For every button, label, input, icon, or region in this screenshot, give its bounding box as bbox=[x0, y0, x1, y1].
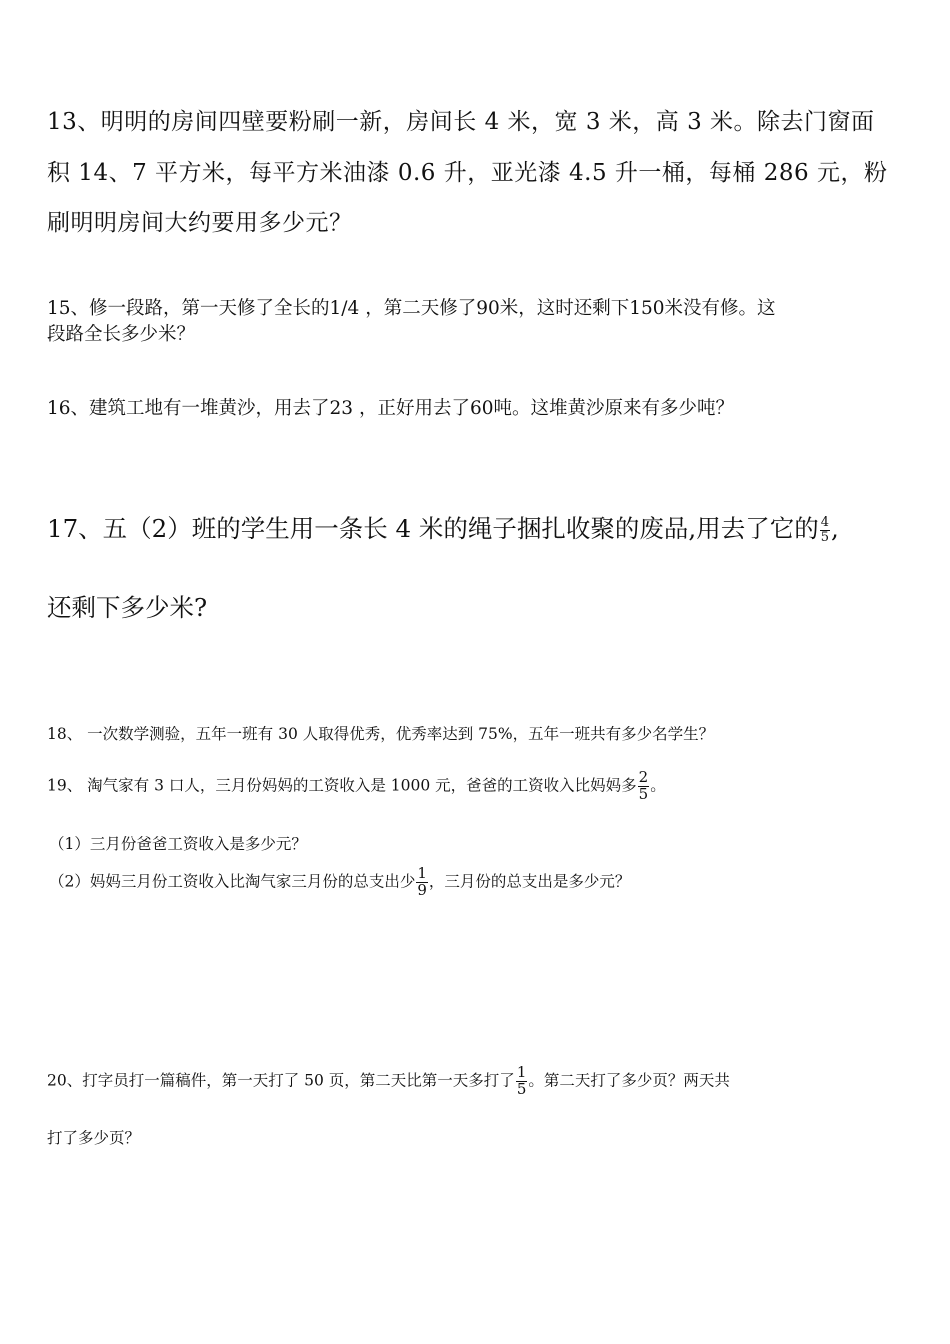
question-13-line-1: 13、明明的房间四壁要粉刷一新，房间长 4 米，宽 3 米，高 3 米。除去门窗面 bbox=[47, 109, 875, 135]
fraction-denominator: 5 bbox=[638, 784, 649, 803]
question-13-line-2: 积 14、7 平方米，每平方米油漆 0.6 升，亚光漆 4.5 升一桶，每桶 286 元，粉 bbox=[47, 160, 888, 186]
fraction-numerator: 1 bbox=[417, 864, 427, 882]
question-13-line-3: 刷明明房间大约要用多少元？ bbox=[47, 210, 353, 236]
question-19-sub-2-tail: ，三月份的总支出是多少元？ bbox=[428, 872, 631, 891]
question-19-line-1 bbox=[47, 770, 666, 803]
question-15-line-1: 15、修一段路，第一天修了全长的1/4 ，第二天修了90米，这时还剩下150米没有修。这 bbox=[47, 298, 776, 319]
question-19-fraction bbox=[638, 770, 650, 803]
question-19-sub-2 bbox=[49, 866, 630, 899]
fraction-denominator: 5 bbox=[516, 1079, 527, 1098]
question-17-line-2: 还剩下多少米? bbox=[47, 593, 208, 622]
fraction-numerator: 2 bbox=[638, 768, 649, 786]
question-19-sub-2-text: （2）妈妈三月份工资收入比淘气家三月份的总支出少 bbox=[49, 872, 416, 891]
question-20-line-1 bbox=[47, 1065, 730, 1098]
question-20-tail: 。第二天打了多少页？两天共 bbox=[528, 1071, 730, 1090]
question-17-tail: , bbox=[831, 514, 839, 543]
fraction-denominator: 5 bbox=[820, 530, 829, 545]
question-16: 16、建筑工地有一堆黄沙，用去了23 ，正好用去了60吨。这堆黄沙原来有多少吨？ bbox=[47, 398, 735, 419]
question-20-line-2: 打了多少页？ bbox=[47, 1129, 141, 1147]
fraction-denominator: 9 bbox=[417, 880, 427, 899]
fraction-numerator: 4 bbox=[820, 515, 829, 531]
question-20-text: 20、打字员打一篇稿件，第一天打了 50 页，第二天比第一天多打了 bbox=[47, 1071, 515, 1090]
question-19-sub-2-fraction bbox=[416, 866, 428, 899]
question-19-text: 19、 淘气家有 3 口人，三月份妈妈的工资收入是 1000 元，爸爸的工资收入比妈妈多 bbox=[47, 776, 637, 795]
question-17-line-1 bbox=[47, 510, 839, 545]
question-19-tail: 。 bbox=[650, 776, 666, 795]
question-18: 18、 一次数学测验，五年一班有 30 人取得优秀，优秀率达到 75%，五年一班共有多少名学生？ bbox=[47, 725, 715, 743]
question-15-line-2: 段路全长多少米？ bbox=[47, 324, 196, 345]
fraction-numerator: 1 bbox=[516, 1063, 527, 1081]
question-17-text: 17、五（2）班的学生用一条长 4 米的绳子捆扎收聚的废品,用去了它的 bbox=[47, 514, 819, 543]
question-19-sub-1: （1）三月份爸爸工资收入是多少元？ bbox=[49, 835, 307, 853]
question-20-fraction bbox=[516, 1065, 528, 1098]
question-17-fraction bbox=[820, 516, 830, 544]
